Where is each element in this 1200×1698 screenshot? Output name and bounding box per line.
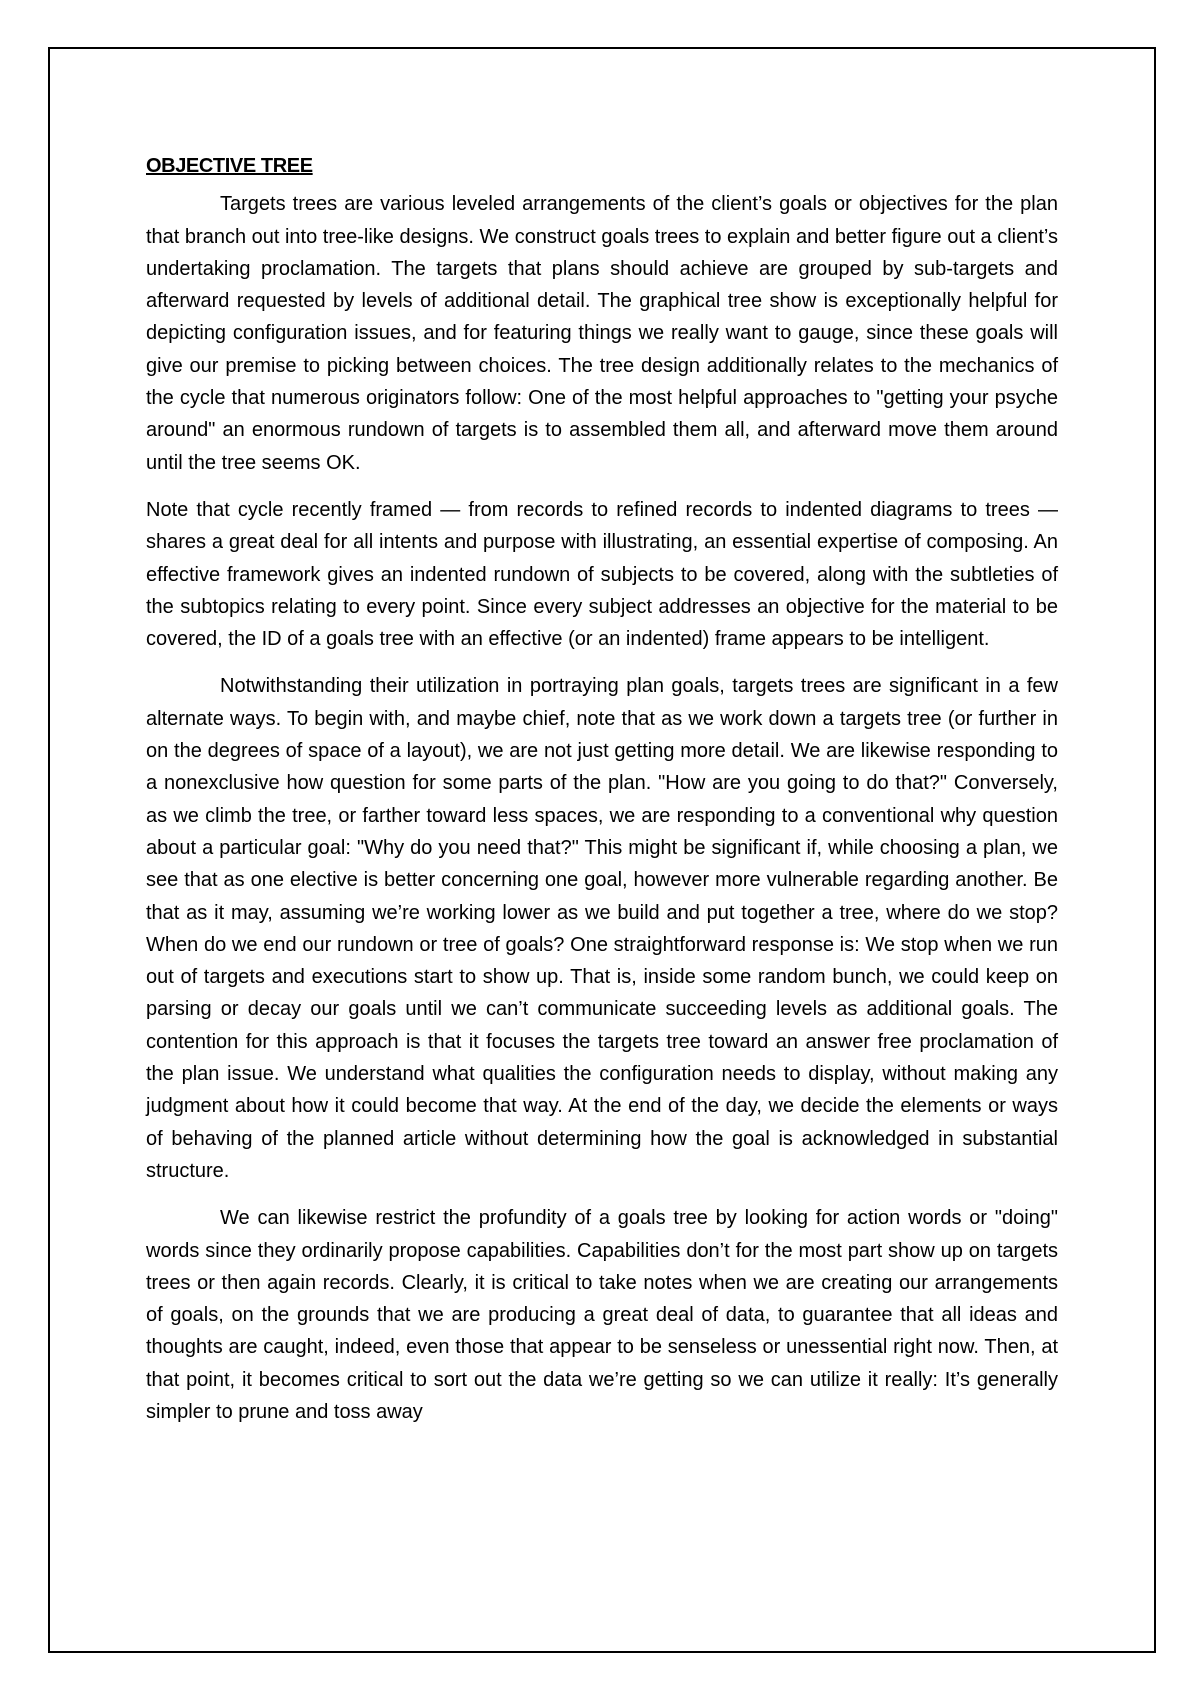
paragraph-4: We can likewise restrict the profundity of a goals tree by looking for action words or "doing" words since they ordinarily propose capabilities. Capabilities don’t for the most part show up on targets trees or then again records. Clearly, it is critical to take notes when we are creating our arrangements of goals, on the grounds that we are producing a great deal of data, to guarantee that all ideas and thoughts are caught, indeed, even those that appear to be senseless or unessential right now. Then, at that point, it becomes critical to sort out the data we’re getting so we can utilize it really: It’s generally simpler to prune and toss away [146, 1207, 1058, 1423]
paragraph-1: Targets trees are various leveled arrangements of the client’s goals or objectives for the plan that branch out into tree-like designs. We construct goals trees to explain and better figure out a client’s undertaking proclamation. The targets that plans should achieve are grouped by sub-targets and afterward requested by levels of additional detail. The graphical tree show is exceptionally helpful for depicting configuration issues, and for featuring things we really want to gauge, since these goals will give our premise to picking between choices. The tree design additionally relates to the mechanics of the cycle that numerous originators follow: One of the most helpful approaches to "getting your psyche around" an enormous rundown of targets is to assembled them all, and afterward move them around until the tree seems OK. [146, 193, 1059, 474]
paragraph-3: Notwithstanding their utilization in portraying plan goals, targets trees are significant in a few alternate ways. To begin with, and maybe chief, note that as we work down a targets tree (or further in on the degrees of space of a layout), we are not just getting more detail. We are likewise responding to a nonexclusive how question for some parts of the plan. "How are you going to do that?" Conversely, as we climb the tree, or farther toward less spaces, we are responding to a conventional why question about a particular goal: "Why do you need that?" This might be significant if, while choosing a plan, we see that as one elective is better concerning one goal, however more vulnerable regarding another. Be that as it may, assuming we’re working lower as we build and put together a tree, where do we stop? When do we end our rundown or tree of goals? One straightforward response is: We stop when we run out of targets and executions start to show up. That is, inside some random bunch, we could keep on parsing or decay our goals until we can’t communicate succeeding levels as additional goals. The contention for this approach is that it focuses the targets tree toward an answer free proclamation of the plan issue. We understand what qualities the configuration needs to display, without making any judgment about how it could become that way. At the end of the day, we decide the elements or ways of behaving of the planned article without determining how the goal is acknowledged in substantial structure. [146, 675, 1058, 1182]
page-title: OBJECTIVE TREE [146, 155, 313, 177]
document-body [146, 150, 1058, 1428]
paragraph-2: Note that cycle recently framed — from records to refined records to indented diagrams to trees — shares a great deal for all intents and purpose with illustrating, an essential expertise of composing. An effective framework gives an indented rundown of subjects to be covered, along with the subtleties of the subtopics relating to every point. Since every subject addresses an objective for the material to be covered, the ID of a goals tree with an effective (or an indented) frame appears to be intelligent. [146, 498, 1058, 651]
